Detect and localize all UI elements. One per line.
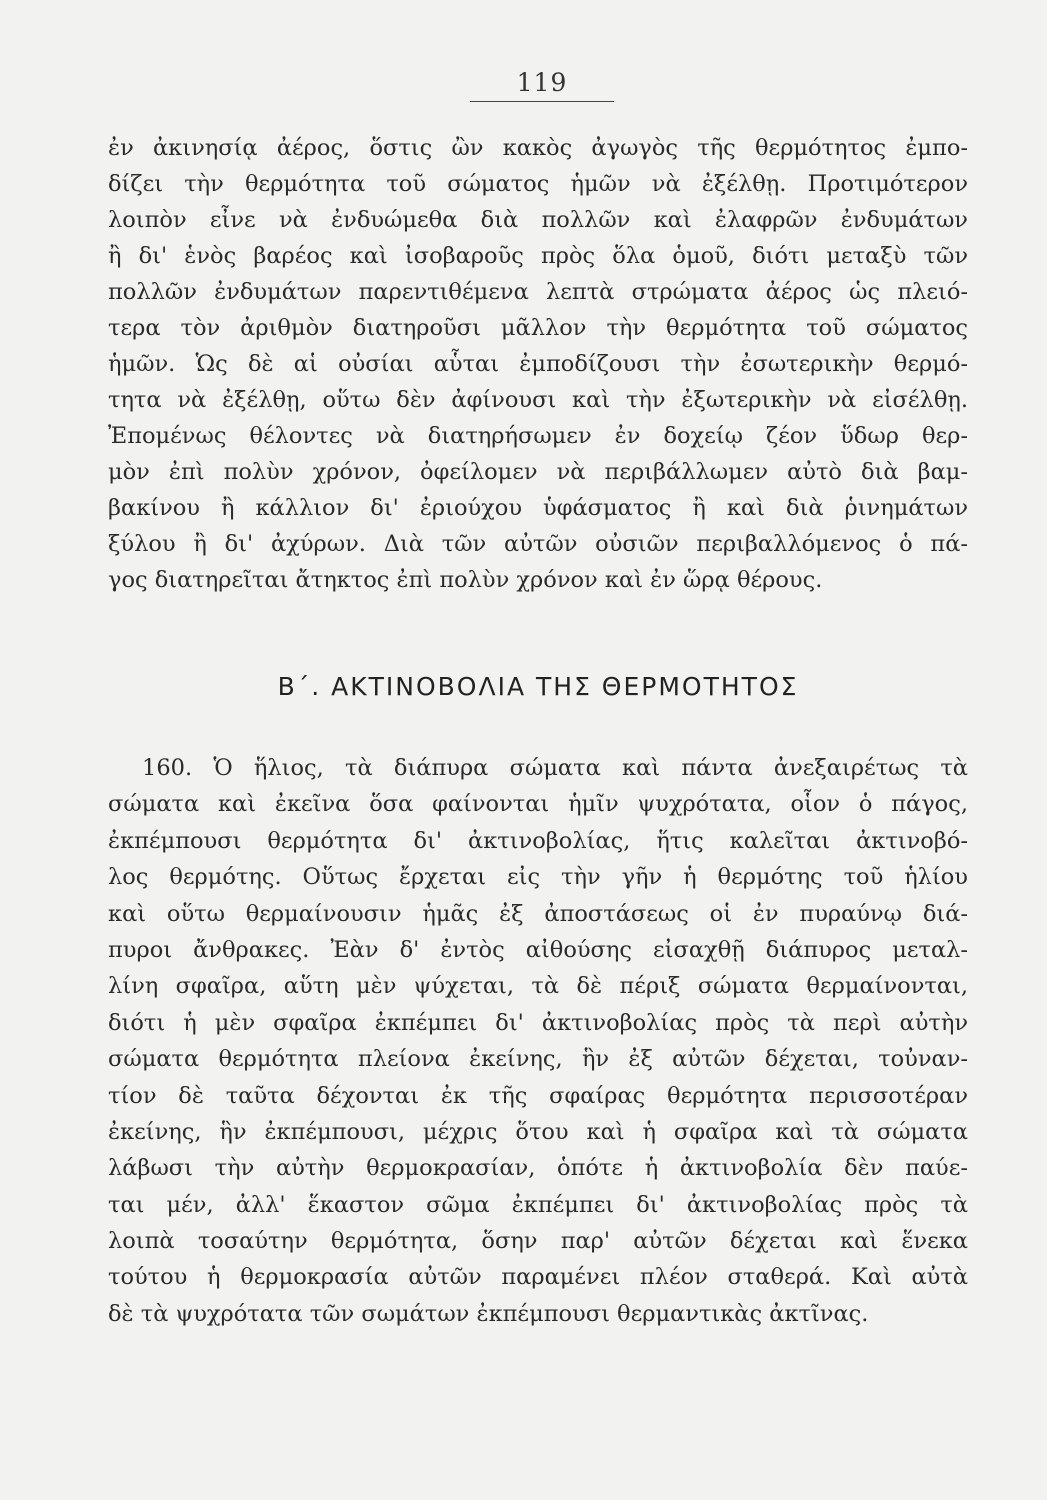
text-line: λάβωσι τὴν αὐτὴν θερμοκρασίαν, ὁπότε ἡ ἀκτινοβολία δὲν παύε- bbox=[108, 1155, 968, 1182]
text-line: τερα τὸν ἀριθμὸν διατηροῦσι μᾶλλον τὴν θερμότητα τοῦ σώματος bbox=[108, 315, 968, 341]
text-line: σώματα θερμότητα πλείονα ἐκείνης, ἣν ἐξ αὐτῶν δέχεται, τοὐναν- bbox=[108, 1046, 968, 1073]
text-line: τούτου ἡ θερμοκρασία αὐτῶν παραμένει πλέον σταθερά. Καὶ αὐτὰ bbox=[108, 1264, 968, 1291]
text-line: ἐκπέμπουσι θερμότητα δι' ἀκτινοβολίας, ἥτις καλεῖται ἀκτινοβό- bbox=[108, 827, 968, 854]
section-heading: Β΄. ΑΚΤΙΝΟΒΟΛΙΑ ΤΗΣ ΘΕΡΜΟΤΗΤΟΣ bbox=[277, 672, 799, 701]
text-line: 160. Ὁ ἥλιος, τὰ διάπυρα σώματα καὶ πάντα ἀνεξαιρέτως τὰ bbox=[142, 755, 968, 781]
text-line: λοιπὰ τοσαύτην θερμότητα, ὅσην παρ' αὐτῶν δέχεται καὶ ἕνεκα bbox=[108, 1228, 968, 1255]
text-line: λοιπὸν εἶνε νὰ ἐνδυώμεθα διὰ πολλῶν καὶ ἐλαφρῶν ἐνδυμάτων bbox=[108, 207, 968, 233]
text-line: τίον δὲ ταῦτα δέχονται ἐκ τῆς σφαίρας θερμότητα περισσοτέραν bbox=[108, 1082, 968, 1109]
text-line: τητα νὰ ἐξέλθῃ, οὕτω δὲν ἀφίνουσι καὶ τὴν ἐξωτερικὴν νὰ εἰσέλθῃ. bbox=[108, 387, 968, 413]
text-line: γος διατηρεῖται ἄτηκτος ἐπὶ πολὺν χρόνον καὶ ἐν ὥρᾳ θέρους. bbox=[108, 567, 823, 593]
text-line: σώματα καὶ ἐκεῖνα ὅσα φαίνονται ἡμῖν ψυχρότατα, οἷον ὁ πάγος, bbox=[108, 791, 968, 818]
text-line: λος θερμότης. Οὕτως ἔρχεται εἰς τὴν γῆν ἡ θερμότης τοῦ ἡλίου bbox=[108, 864, 968, 891]
paragraph-2 bbox=[108, 750, 968, 1332]
text-line: λίνη σφαῖρα, αὕτη μὲν ψύχεται, τὰ δὲ πέριξ σώματα θερμαίνονται, bbox=[108, 973, 968, 1000]
page-number: 119 bbox=[516, 68, 568, 97]
text-line: καὶ οὕτω θερμαίνουσιν ἡμᾶς ἐξ ἀποστάσεως οἱ ἐν πυραύνῳ διά- bbox=[108, 900, 968, 927]
text-line: ἐν ἀκινησίᾳ ἀέρος, ὅστις ὢν κακὸς ἀγωγὸς τῆς θερμότητος ἐμπο- bbox=[108, 135, 968, 161]
text-line: πυροι ἄνθρακες. Ἐὰν δ' ἐντὸς αἰθούσης εἰσαχθῇ διάπυρος μεταλ- bbox=[108, 936, 968, 963]
text-line: ται μέν, ἀλλ' ἕκαστον σῶμα ἐκπέμπει δι' ἀκτινοβολίας πρὸς τὰ bbox=[108, 1191, 968, 1218]
page-number-rule bbox=[470, 101, 614, 102]
text-line: ἢ δι' ἑνὸς βαρέος καὶ ἰσοβαροῦς πρὸς ὅλα ὁμοῦ, διότι μεταξὺ τῶν bbox=[108, 243, 968, 269]
text-line: δὲ τὰ ψυχρότατα τῶν σωμάτων ἐκπέμπουσι θερμαντικὰς ἀκτῖνας. bbox=[108, 1300, 869, 1327]
text-line: δίζει τὴν θερμότητα τοῦ σώματος ἡμῶν νὰ ἐξέλθῃ. Προτιμότερον bbox=[108, 171, 968, 197]
text-line: βακίνου ἢ κάλλιον δι' ἐριούχου ὑφάσματος ἢ καὶ διὰ ῥινημάτων bbox=[108, 495, 968, 521]
text-line: Ἐπομένως θέλοντες νὰ διατηρήσωμεν ἐν δοχείῳ ζέον ὕδωρ θερ- bbox=[108, 423, 968, 449]
text-line: ἡμῶν. Ὡς δὲ αἱ οὐσίαι αὗται ἐμποδίζουσι τὴν ἐσωτερικὴν θερμό- bbox=[108, 351, 968, 377]
text-line: ξύλου ἢ δι' ἀχύρων. Διὰ τῶν αὐτῶν οὐσιῶν περιβαλλόμενος ὁ πά- bbox=[108, 531, 968, 557]
text-line: διότι ἡ μὲν σφαῖρα ἐκπέμπει δι' ἀκτινοβολίας πρὸς τὰ περὶ αὐτὴν bbox=[108, 1009, 968, 1036]
paragraph-1 bbox=[108, 130, 968, 598]
text-line: πολλῶν ἐνδυμάτων παρεντιθέμενα λεπτὰ στρώματα ἀέρος ὡς πλειό- bbox=[108, 279, 968, 305]
text-line: ἐκείνης, ἣν ἐκπέμπουσι, μέχρις ὅτου καὶ ἡ σφαῖρα καὶ τὰ σώματα bbox=[108, 1118, 968, 1145]
text-line: μὸν ἐπὶ πολὺν χρόνον, ὀφείλομεν νὰ περιβάλλωμεν αὐτὸ διὰ βαμ- bbox=[108, 459, 968, 485]
